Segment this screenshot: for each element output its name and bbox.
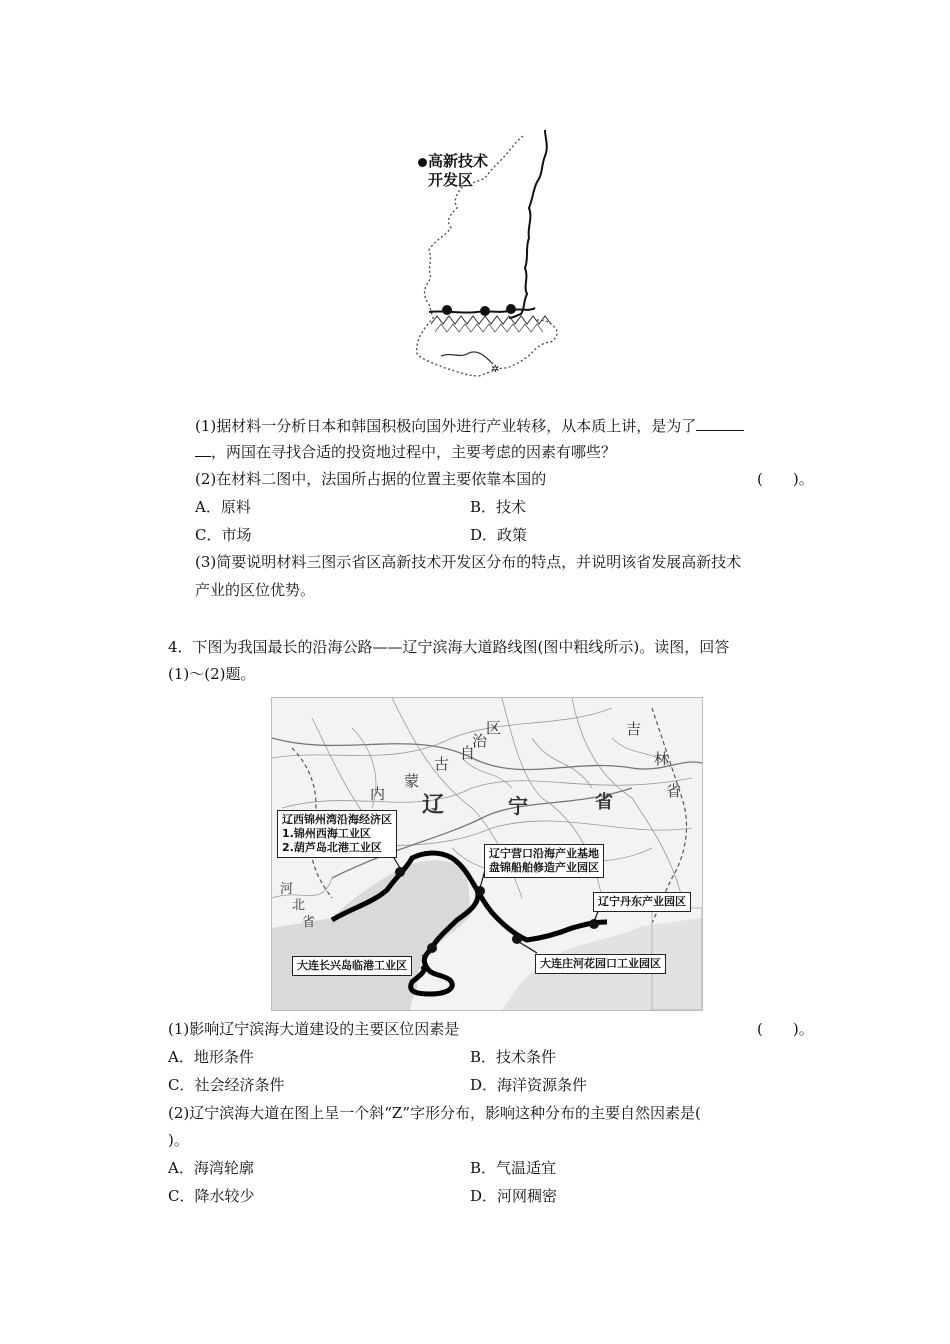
label-changxing: 大连长兴岛临港工业区 [292,956,412,976]
q4-p1-answer-paren[interactable]: ( )。 [757,1020,814,1038]
region-char: 古 [434,755,450,773]
q4-p1-option-a[interactable]: A．地形条件 [168,1048,254,1066]
map-legend-label: 高新技术 开发区 [428,152,489,189]
zone-dot [506,304,516,314]
q3-p2-option-d[interactable]: D．政策 [470,526,528,544]
region-char: 北 [292,898,306,913]
zone-dot [480,306,490,316]
region-char: 省 [302,915,316,930]
q3-p2-text: (2)在材料二图中，法国所占据的位置主要依靠本国的 [195,470,547,488]
answer-blank[interactable] [696,416,744,431]
q3-p2-option-b[interactable]: B．技术 [470,498,527,516]
q4-p2-option-c[interactable]: C．降水较少 [168,1187,255,1205]
q4-stem-line2: (1)～(2)题。 [168,665,256,683]
region-char: 辽 [422,793,445,818]
q3-p1-line1: (1)据材料一分析日本和韩国积极向国外进行产业转移，从本质上讲，是为了 [195,416,744,436]
q3-p2-option-c[interactable]: C．市场 [195,526,252,544]
q4-p1-option-d[interactable]: D．海洋资源条件 [470,1076,588,1094]
q3-p3-line2: 产业的区位优势。 [195,581,316,599]
label-yingkou: 辽宁营口沿海产业基地 盘锦船舶修造产业园区 [484,844,604,878]
zone-dot [442,305,452,315]
region-char: 林 [654,750,670,768]
q4-p2-line2[interactable]: )。 [168,1131,189,1149]
q3-p2-option-a[interactable]: A．原料 [195,498,251,516]
q4-stem-line1: 4．下图为我国最长的沿海公路——辽宁滨海大道路线图(图中粗线所示)。读图，回答 [168,638,730,656]
q4-p2-line1: (2)辽宁滨海大道在图上呈一个斜“Z”字形分布，影响这种分布的主要自然因素是( [168,1104,701,1122]
q4-p2-option-b[interactable]: B．气温适宜 [470,1159,557,1177]
q4-p1-text: (1)影响辽宁滨海大道建设的主要区位因素是 [168,1020,460,1038]
map-legend-dot [418,158,427,167]
svg-text:✲: ✲ [491,364,500,375]
label-jinzhou-bay: 辽西锦州湾沿海经济区 1.锦州西海工业区 2.葫芦岛北港工业区 [277,810,397,858]
label-zhuanghe: 大连庄河花园口工业园区 [535,954,666,974]
answer-blank[interactable] [195,442,211,457]
q3-p3-line1: (3)简要说明材料三图示省区高新技术开发区分布的特点，并说明该省发展高新技术 [195,553,742,571]
region-char: 自 [460,744,476,762]
q4-p2-option-a[interactable]: A．海湾轮廓 [168,1159,254,1177]
region-char: 省 [666,782,682,800]
region-char: 宁 [508,794,528,818]
region-char: 河 [280,882,294,897]
q3-p1-line2: ，两国在寻找合适的投资地过程中，主要考虑的因素有哪些？ [195,442,616,462]
zone-dot [395,867,405,877]
region-char: 治 [472,732,488,750]
liaoning-map [271,697,703,1011]
label-dandong: 辽宁丹东产业园区 [593,892,691,912]
region-char: 省 [595,792,613,813]
region-char: 吉 [626,720,642,738]
region-char: 蒙 [404,772,420,790]
region-char: 内 [370,785,386,803]
q3-p2-answer-paren[interactable]: ( )。 [757,470,814,488]
q4-p1-option-b[interactable]: B．技术条件 [470,1048,557,1066]
q4-p1-option-c[interactable]: C．社会经济条件 [168,1076,285,1094]
region-char: 区 [486,719,502,737]
q4-p2-option-d[interactable]: D．河网稠密 [470,1187,558,1205]
